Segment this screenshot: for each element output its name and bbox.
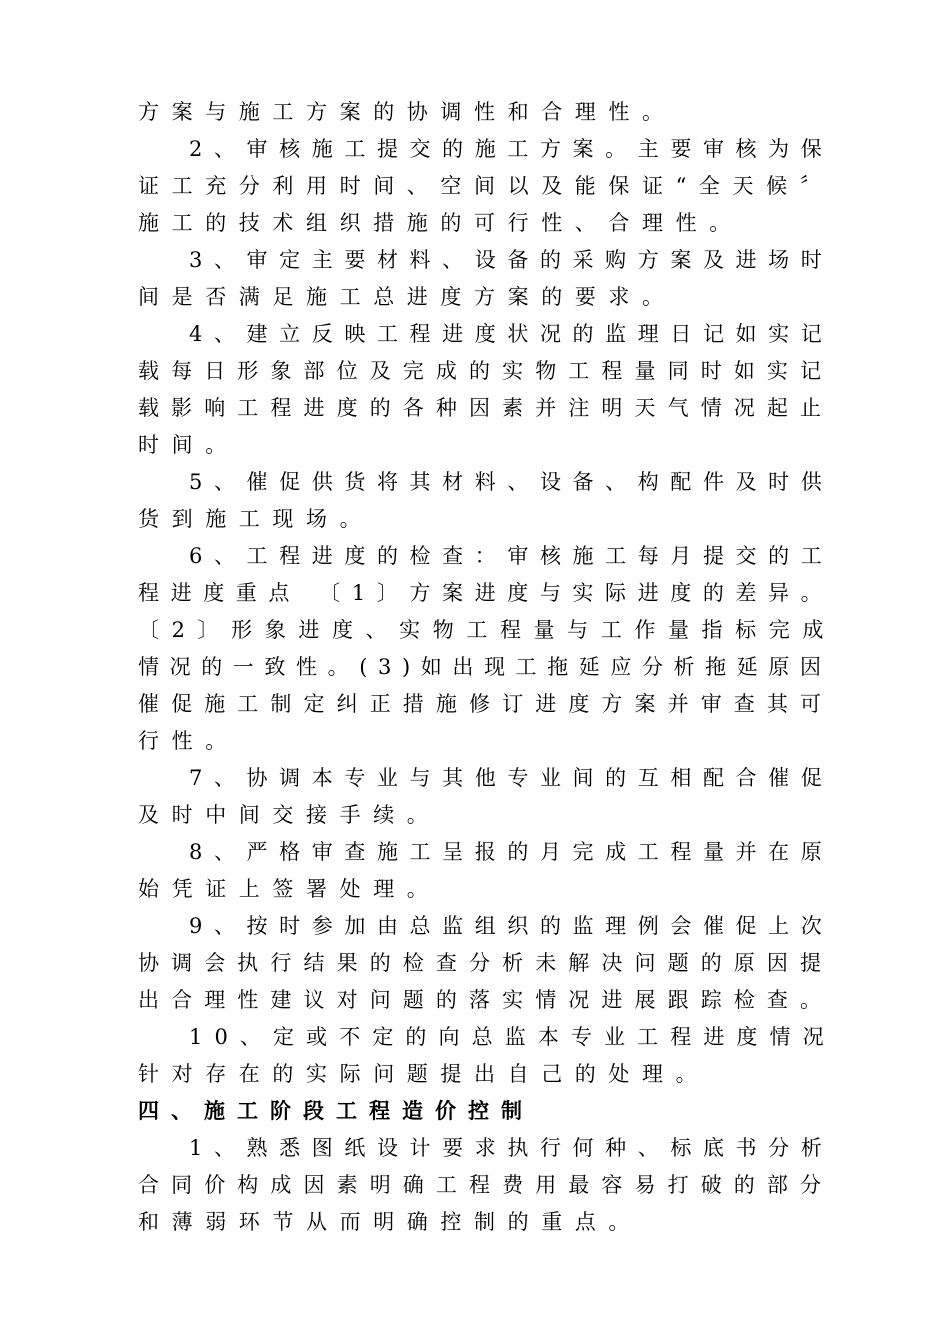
text-line: 证工充分利用时间、空间以及能保证“全天候〞 [138,174,834,198]
list-item-6: 6、工程进度的检查：审核施工每月提交的工 [189,544,834,568]
list-item-1: 1、熟悉图纸设计要求执行何种、标底书分析 [189,1136,834,1160]
text-line: 载影响工程进度的各种因素并注明天气情况起止 [138,396,834,420]
list-item-2: 2、审核施工提交的施工方案。主要审核为保 [189,137,834,161]
text-line: 间是否满足施工总进度方案的要求。 [138,285,676,309]
text-line: 程进度重点 〔1〕方案进度与实际进度的差异。 [138,581,834,605]
text-line: 和薄弱环节从而明确控制的重点。 [138,1210,642,1234]
text-line: 催促施工制定纠正措施修订进度方案并审查其可 [138,692,834,716]
text-line: 协调会执行结果的检查分析未解决问题的原因提 [138,951,834,975]
list-item-8: 8、严格审查施工呈报的月完成工程量并在原 [189,840,834,864]
text-line: 及时中间交接手续。 [138,803,441,827]
list-item-4: 4、建立反映工程进度状况的监理日记如实记 [189,322,834,346]
text-line: 行性。 [138,729,239,753]
text-line: 情况的一致性。(3)如出现工拖延应分析拖延原因 [138,655,832,679]
list-item-9: 9、按时参加由总监组织的监理例会催促上次 [189,914,834,938]
text-line: 时间。 [138,433,239,457]
text-line: 〔2〕形象进度、实物工程量与工作量指标完成 [138,618,836,642]
section-heading: 四、施工阶段工程造价控制 [138,1099,534,1123]
text-line: 方案与施工方案的协调性和合理性。 [138,100,676,124]
text-line: 施工的技术组织措施的可行性、合理性。 [138,211,743,235]
list-item-7: 7、协调本专业与其他专业间的互相配合催促 [189,766,834,790]
text-line: 货到施工现场。 [138,507,374,531]
text-line: 出合理性建议对问题的落实情况进展跟踪检查。 [138,988,834,1012]
list-item-10: 10、定或不定的向总监本专业工程进度情况 [189,1025,836,1049]
list-item-3: 3、审定主要材料、设备的采购方案及进场时 [189,248,834,272]
text-line: 载每日形象部位及完成的实物工程量同时如实记 [138,359,834,383]
text-line: 合同价构成因素明确工程费用最容易打破的部分 [138,1173,834,1197]
text-line: 针对存在的实际问题提出自己的处理。 [138,1062,710,1086]
list-item-5: 5、催促供货将其材料、设备、构配件及时供 [189,470,834,494]
text-line: 始凭证上签署处理。 [138,877,441,901]
